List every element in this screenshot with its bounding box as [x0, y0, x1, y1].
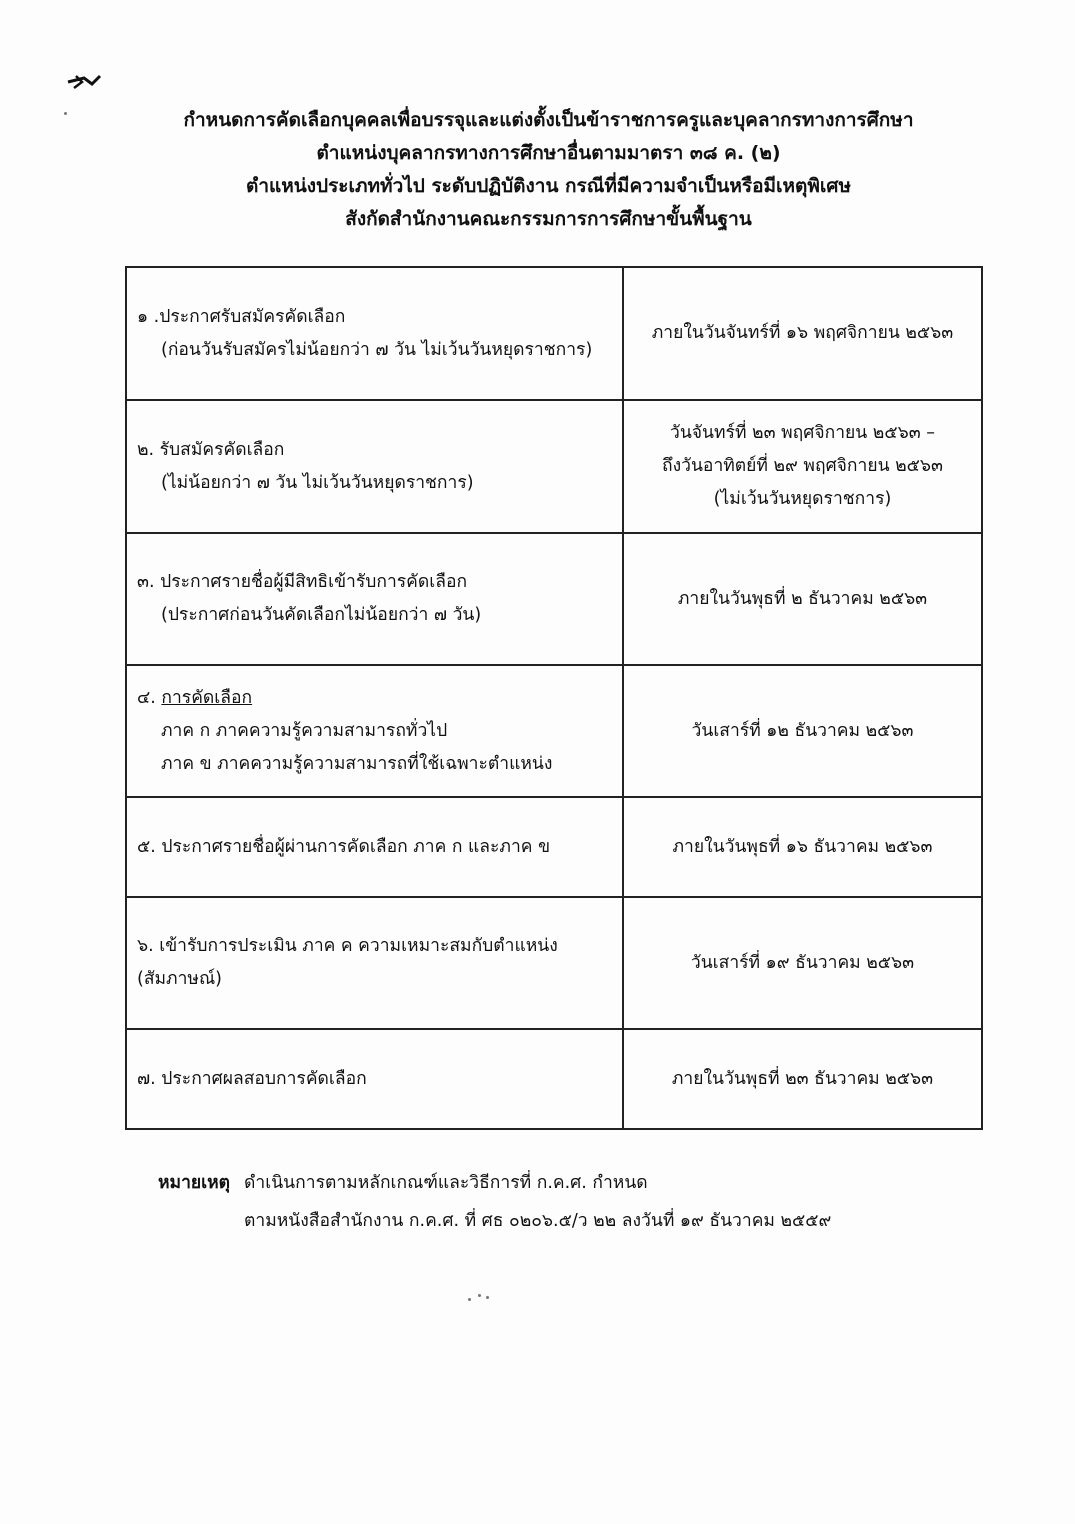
- activity-cell: [126, 897, 623, 1029]
- activity-detail: (สัมภาษณ์): [137, 969, 223, 989]
- activity-cell: [126, 400, 623, 533]
- activity-title: ๒. รับสมัครคัดเลือก: [137, 439, 285, 460]
- date-cell: [623, 400, 982, 533]
- scan-speck: [468, 1298, 471, 1301]
- activity-detail: (ก่อนวันรับสมัครไม่น้อยกว่า ๗ วัน ไม่เว้นวันหยุดราชการ): [161, 339, 593, 360]
- document-title: [0, 104, 1075, 236]
- activity-detail: (ไม่น้อยกว่า ๗ วัน ไม่เว้นวันหยุดราชการ): [161, 472, 474, 493]
- activity-detail: ภาค ข ภาคความรู้ความสามารถที่ใช้เฉพาะตำแหน่ง: [161, 753, 553, 774]
- date-cell: [623, 1029, 982, 1129]
- table-row: [126, 400, 982, 533]
- activity-title: ๓. ประกาศรายชื่อผู้มีสิทธิเข้ารับการคัดเลือก: [137, 572, 468, 592]
- schedule-table: [125, 266, 983, 1130]
- table-row: [126, 665, 982, 797]
- table-row: [126, 897, 982, 1029]
- scan-speck: [478, 1294, 481, 1297]
- activity-cell: [126, 665, 623, 797]
- date-text: (ไม่เว้นวันหยุดราชการ): [713, 489, 892, 509]
- activity-number: ๔.: [137, 687, 162, 708]
- scan-speck: [64, 112, 67, 115]
- date-text: ภายในวันพุธที่ ๒ ธันวาคม ๒๕๖๓: [677, 588, 928, 609]
- date-cell: [623, 797, 982, 897]
- table-row: [126, 797, 982, 897]
- date-text: ภายในวันจันทร์ที่ ๑๖ พฤศจิกายน ๒๕๖๓: [651, 323, 954, 343]
- activity-heading: การคัดเลือก: [161, 687, 253, 708]
- date-text: ถึงวันอาทิตย์ที่ ๒๙ พฤศจิกายน ๒๕๖๓: [662, 456, 943, 476]
- table-row: [126, 267, 982, 400]
- activity-title: ๑ .ประกาศรับสมัครคัดเลือก: [137, 306, 346, 327]
- activity-cell: [126, 267, 623, 400]
- date-text: วันเสาร์ที่ ๑๒ ธันวาคม ๒๕๖๓: [691, 720, 914, 741]
- date-cell: [623, 897, 982, 1029]
- date-cell: [623, 665, 982, 797]
- title-line-1: กำหนดการคัดเลือกบุคคลเพื่อบรรจุและแต่งตั้งเป็นข้าราชการครูและบุคลากรทางการศึกษา: [183, 109, 914, 131]
- title-line-2: ตำแหน่งบุคลากรทางการศึกษาอื่นตามมาตรา ๓๘ ค. (๒): [316, 142, 781, 164]
- activity-title: ๕. ประกาศรายชื่อผู้ผ่านการคัดเลือก ภาค ก และภาค ข: [137, 836, 551, 857]
- activity-detail: (ประกาศก่อนวันคัดเลือกไม่น้อยกว่า ๗ วัน): [161, 605, 482, 625]
- activity-cell: [126, 1029, 623, 1129]
- table-row: [126, 533, 982, 665]
- scan-speck: [486, 1296, 489, 1299]
- title-line-3: ตำแหน่งประเภททั่วไป ระดับปฏิบัติงาน กรณีที่มีความจำเป็นหรือมีเหตุพิเศษ: [246, 175, 851, 197]
- remark-line-1: ดำเนินการตามหลักเกณฑ์และวิธีการที่ ก.ค.ศ. กำหนด: [244, 1173, 648, 1193]
- date-cell: [623, 533, 982, 665]
- activity-title: ๗. ประกาศผลสอบการคัดเลือก: [137, 1068, 367, 1089]
- activity-cell: [126, 533, 623, 665]
- date-text: ภายในวันพุธที่ ๑๖ ธันวาคม ๒๕๖๓: [672, 836, 933, 857]
- date-text: วันเสาร์ที่ ๑๙ ธันวาคม ๒๕๖๓: [690, 952, 915, 973]
- remark-line-2: ตามหนังสือสำนักงาน ก.ค.ศ. ที่ ศธ ๐๒๐๖.๕/ว ๒๒ ลงวันที่ ๑๙ ธันวาคม ๒๕๕๙: [244, 1211, 832, 1231]
- date-text: ภายในวันพุธที่ ๒๓ ธันวาคม ๒๕๖๓: [671, 1068, 934, 1089]
- date-text: วันจันทร์ที่ ๒๓ พฤศจิกายน ๒๕๖๓ –: [670, 423, 935, 443]
- scan-mark-icon: [66, 66, 106, 94]
- table-row: [126, 1029, 982, 1129]
- remark: [158, 1164, 831, 1240]
- activity-cell: [126, 797, 623, 897]
- activity-title: ๖. เข้ารับการประเมิน ภาค ค ความเหมาะสมกับตำแหน่ง: [137, 936, 558, 956]
- title-line-4: สังกัดสำนักงานคณะกรรมการการศึกษาขั้นพื้นฐาน: [345, 208, 752, 230]
- date-cell: [623, 267, 982, 400]
- activity-detail: ภาค ก ภาคความรู้ความสามารถทั่วไป: [161, 720, 448, 741]
- activity-title: [137, 682, 622, 715]
- remark-label: หมายเหตุ: [158, 1173, 231, 1193]
